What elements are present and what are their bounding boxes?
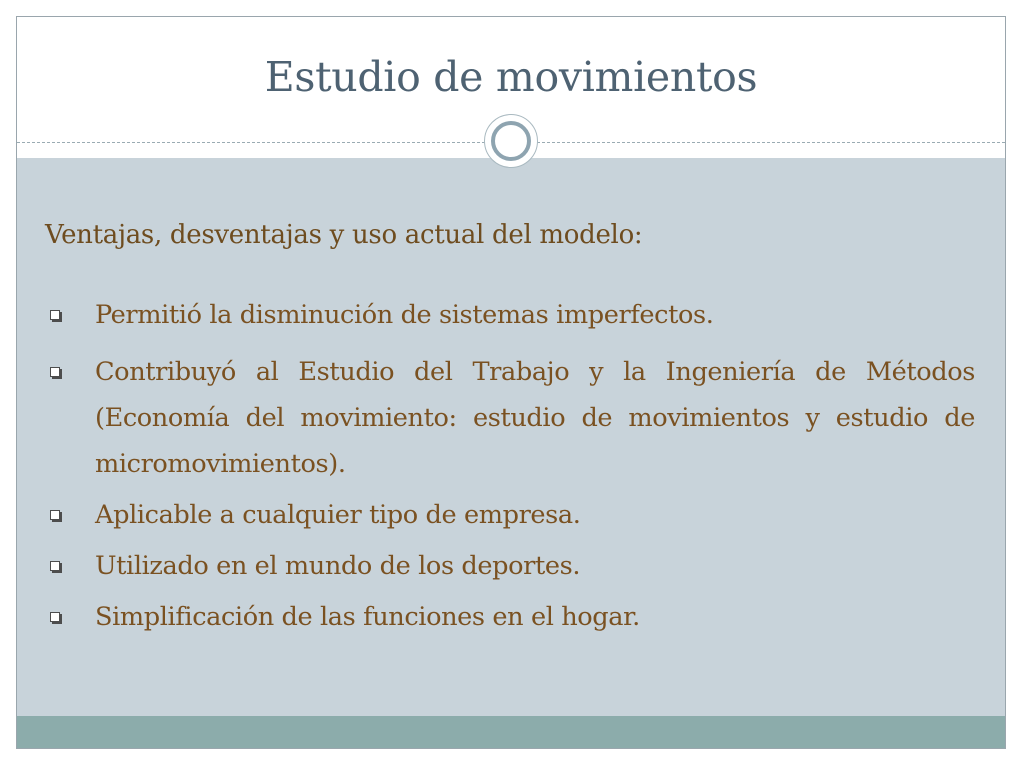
slide — [16, 16, 1006, 749]
checkbox-square-icon — [50, 310, 60, 320]
checkbox-square-icon — [50, 510, 60, 520]
checkbox-square-icon — [50, 561, 60, 571]
bullet-item — [45, 349, 975, 487]
bullet-text: Utilizado en el mundo de los deportes. — [95, 551, 581, 581]
bullet-item — [45, 292, 975, 338]
section-subtitle: Ventajas, desventajas y uso actual del modelo: — [45, 220, 643, 250]
bullet-text: Aplicable a cualquier tipo de empresa. — [95, 500, 581, 530]
bullet-item — [45, 594, 975, 640]
slide-title: Estudio de movimientos — [264, 53, 758, 101]
ring-inner — [491, 121, 531, 161]
bullet-text: Permitió la disminución de sistemas imperfectos. — [95, 300, 714, 330]
footer-band — [17, 716, 1005, 749]
checkbox-square-icon — [50, 367, 60, 377]
bullet-item — [45, 492, 975, 538]
checkbox-square-icon — [50, 612, 60, 622]
ring-ornament-icon — [484, 114, 538, 168]
bullet-item — [45, 543, 975, 589]
bullet-list — [45, 292, 975, 645]
bullet-text: Simplificación de las funciones en el hogar. — [95, 602, 640, 632]
bullet-text: Contribuyó al Estudio del Trabajo y la Ingeniería de Métodos (Economía del movimiento: estudio de movimientos y estudio de micromovimientos). — [95, 357, 975, 479]
